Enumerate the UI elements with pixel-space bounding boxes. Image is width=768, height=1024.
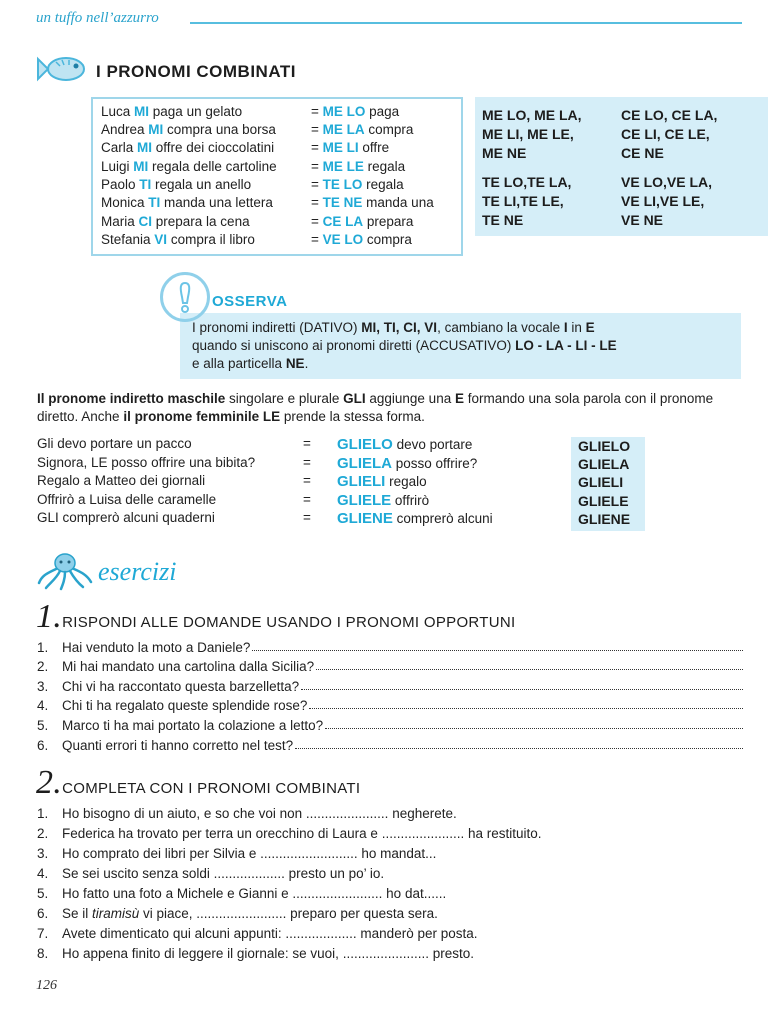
- glielo-list-item: GLIELA: [578, 456, 630, 472]
- blank[interactable]: .......................: [342, 946, 429, 961]
- glielo-list-item: GLIELO: [578, 438, 631, 454]
- blank[interactable]: ..........................: [260, 846, 358, 861]
- combo-te: TE LO,TE LA, TE LI,TE LE, TE NE: [482, 174, 572, 228]
- blank[interactable]: ...................: [213, 866, 285, 881]
- osserva-title: OSSERVA: [212, 293, 288, 310]
- blank[interactable]: vi piace, ........................ preparo per questa sera.: [139, 906, 438, 921]
- question-row: 2. Mi hai mandato una cartolina dalla Sicilia?: [37, 656, 743, 674]
- answer-line[interactable]: [295, 747, 743, 749]
- glielo-list-item: GLIELI: [578, 474, 624, 490]
- blank[interactable]: ......................: [305, 806, 389, 821]
- question-row: 4. Chi ti ha regalato queste splendide rose?: [37, 695, 743, 713]
- glielo-list: [571, 437, 645, 531]
- fish-icon: [36, 54, 88, 84]
- question-row: 1. Hai venduto la moto a Daniele?: [37, 637, 743, 655]
- examples-box: Luca MI paga un gelato = ME LO paga Andrea MI compra una borsa = ME LA compra Carla MI offre dei cioccolatini = ME LI offre Luigi MI regala delle cartoline = ME LE regala Paolo TI regala un anello = TE LO regala Monica TI manda una lettera = TE NE manda una Maria CI prepara la cena = CE LA prepara Stefania VI compra il libro = VE LO compra: [91, 97, 463, 256]
- completion-row: 2. Federica ha trovato per terra un orecchino di Laura e ...................... ha restituito.: [37, 826, 542, 841]
- completion-row: 1. Ho bisogno di un aiuto, e so che voi non ...................... negherete.: [37, 806, 457, 821]
- completion-row: 5. Ho fatto una foto a Michele e Gianni e ........................ ho dat......: [37, 886, 447, 901]
- octopus-icon: [36, 551, 94, 591]
- glielo-list-item: GLIENE: [578, 511, 631, 527]
- completion-row: 3. Ho comprato dei libri per Silvia e .......................... ho mandat...: [37, 846, 437, 861]
- osserva-icon: [160, 272, 210, 322]
- answer-line[interactable]: [316, 668, 743, 670]
- completion-row: 6. Se il tiramisù vi piace, ........................ preparo per questa sera.: [37, 906, 438, 921]
- combinations-panel: [475, 97, 768, 236]
- completion-row: 8. Ho appena finito di leggere il giornale: se vuoi, ....................... presto.: [37, 946, 474, 961]
- section-title: I PRONOMI COMBINATI: [96, 62, 296, 81]
- blank[interactable]: ......................: [381, 826, 465, 841]
- osserva-text: I pronomi indiretti (DATIVO) MI, TI, CI, VI, cambiano la vocale I in E quando si uniscono ai pronomi diretti (ACCUSATIVO) LO - LA - LI - LE e alla particella NE.: [192, 320, 617, 371]
- answer-line[interactable]: [301, 688, 743, 690]
- completion-row: 7. Avete dimenticato qui alcuni appunti: ................... manderò per posta.: [37, 926, 478, 941]
- combo-ve: VE LO,VE LA, VE LI,VE LE, VE NE: [621, 174, 713, 228]
- osserva-box: [180, 313, 741, 379]
- glielo-list-item: GLIELE: [578, 493, 629, 509]
- task-2-heading: 2.COMPLETA CON I PRONOMI COMBINATI: [36, 764, 361, 801]
- exercises-title: esercizi: [98, 557, 177, 586]
- header-rule: [190, 22, 742, 24]
- question-row: 5. Marco ti ha mai portato la colazione a letto?: [37, 715, 743, 733]
- running-title: un tuffo nell’azzurro: [36, 10, 159, 26]
- blank[interactable]: ........................: [292, 886, 383, 901]
- answer-line[interactable]: [309, 707, 743, 709]
- combo-me: ME LO, ME LA, ME LI, ME LE, ME NE: [482, 107, 582, 161]
- question-row: 6. Quanti errori ti hanno corretto nel test?: [37, 735, 743, 753]
- completion-row: 4. Se sei uscito senza soldi ................... presto un po’ io.: [37, 866, 385, 881]
- answer-line[interactable]: [252, 649, 743, 651]
- blank[interactable]: ...................: [285, 926, 357, 941]
- task-1-heading: 1.RISPONDI ALLE DOMANDE USANDO I PRONOMI OPPORTUNI: [36, 598, 516, 635]
- combo-ce: CE LO, CE LA, CE LI, CE LE, CE NE: [621, 107, 718, 161]
- answer-line[interactable]: [325, 727, 743, 729]
- page-number: 126: [36, 978, 57, 993]
- question-row: 3. Chi vi ha raccontato questa barzelletta?: [37, 676, 743, 694]
- explanation-paragraph: Il pronome indiretto maschile singolare e plurale GLI aggiunge una E formando una sola parola con il pronome diretto. Anche il pronome femminile LE prende la stessa forma.: [37, 391, 714, 424]
